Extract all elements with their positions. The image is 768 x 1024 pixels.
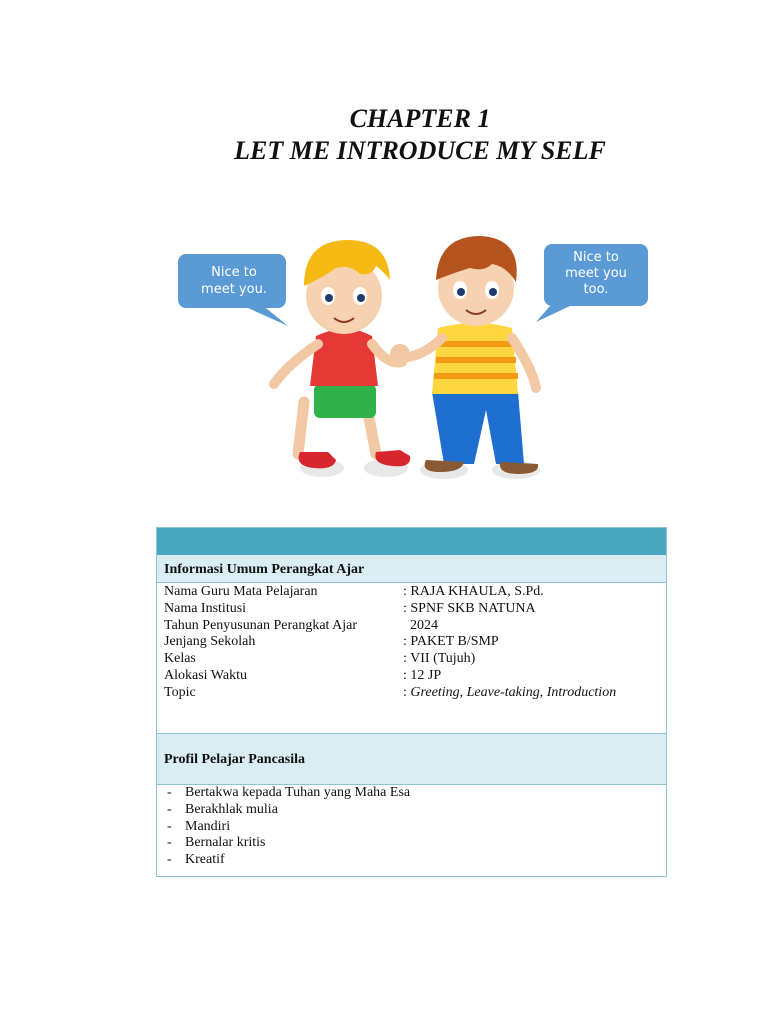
- general-info-rows: [164, 584, 654, 702]
- topic-text: Greeting, Leave-taking, Introduction: [410, 684, 617, 700]
- info-value: : RAJA KHAULA, S.Pd.: [403, 584, 544, 599]
- list-item: [167, 852, 410, 869]
- chapter-number: CHAPTER 1: [349, 104, 491, 133]
- right-bubble-line-3: too.: [583, 282, 609, 297]
- info-row-time-allocation: [164, 668, 654, 685]
- info-value: : SPNF SKB NATUNA: [403, 600, 536, 616]
- info-value: : PAKET B/SMP: [403, 634, 499, 650]
- left-bubble-line-1: Nice to: [211, 265, 257, 280]
- info-label: Nama Guru Mata Pelajaran: [164, 584, 318, 599]
- list-item: [167, 802, 410, 819]
- pancasila-profile-title: Profil Pelajar Pancasila: [164, 752, 306, 767]
- handshake: [390, 344, 410, 364]
- right-bubble-line-2: meet you: [565, 266, 627, 281]
- info-label: Alokasi Waktu: [164, 667, 247, 683]
- info-label: Nama Institusi: [164, 600, 247, 616]
- pancasila-profile-section-header: [157, 733, 666, 785]
- info-value: [403, 685, 616, 702]
- info-value: : 12 JP: [403, 667, 442, 683]
- table-header-bar: [157, 528, 666, 555]
- info-label: Kelas: [164, 651, 196, 667]
- bullet-dash: -: [167, 801, 172, 817]
- info-label: Jenjang Sekolah: [164, 634, 256, 650]
- lesson-info-table: [156, 527, 667, 877]
- bullet-dash: -: [167, 818, 172, 834]
- info-row-school-level: [164, 634, 654, 651]
- info-value: 2024: [403, 617, 438, 633]
- bullet-dash: -: [167, 852, 172, 868]
- general-info-section-header: [157, 555, 666, 583]
- list-item-text: Bernalar kritis: [185, 835, 266, 851]
- blond-boy-figure: [274, 240, 410, 477]
- pancasila-profile-list: [167, 785, 410, 869]
- topic-colon: :: [403, 684, 411, 700]
- right-speech-bubble: [536, 244, 648, 322]
- list-item: [167, 785, 410, 802]
- info-row-year: [164, 618, 654, 635]
- info-row-topic: [164, 685, 654, 702]
- info-row-institution: [164, 601, 654, 618]
- bullet-dash: -: [167, 785, 172, 800]
- list-item-text: Bertakwa kepada Tuhan yang Maha Esa: [185, 785, 411, 800]
- list-item-text: Mandiri: [185, 818, 231, 834]
- info-label: Tahun Penyusunan Perangkat Ajar: [164, 617, 358, 633]
- list-item: [167, 819, 410, 836]
- right-bubble-line-1: Nice to: [573, 250, 619, 265]
- general-info-title: Informasi Umum Perangkat Ajar: [164, 562, 365, 577]
- left-speech-bubble: [178, 254, 288, 326]
- chapter-title: LET ME INTRODUCE MY SELF: [234, 136, 606, 165]
- greeting-illustration: [176, 226, 656, 496]
- list-item-text: Berakhlak mulia: [185, 801, 278, 817]
- info-label: Topic: [164, 684, 196, 700]
- list-item: [167, 835, 410, 852]
- info-row-class: [164, 651, 654, 668]
- info-value: : VII (Tujuh): [403, 651, 476, 667]
- brown-haired-boy-figure: [398, 236, 540, 479]
- left-bubble-line-2: meet you.: [201, 282, 267, 297]
- bullet-dash: -: [167, 835, 172, 851]
- info-row-teacher: [164, 584, 654, 601]
- list-item-text: Kreatif: [185, 852, 225, 868]
